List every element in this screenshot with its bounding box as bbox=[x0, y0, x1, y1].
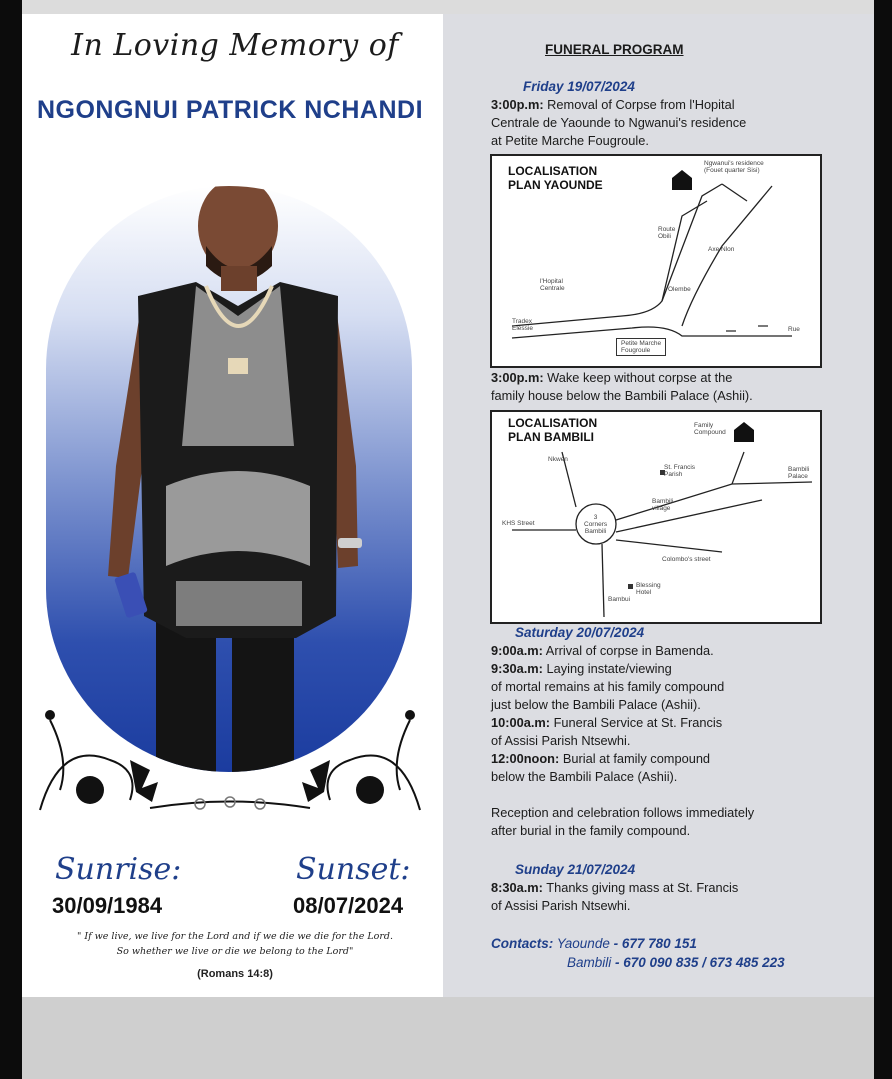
friday-event2 bbox=[491, 369, 851, 405]
map-yaounde-title-line1: LOCALISATION bbox=[508, 164, 598, 178]
saturday-event3-line2: of Assisi Parish Ntsewhi. bbox=[491, 733, 631, 748]
roundabout-label-line2: Corners bbox=[584, 521, 608, 528]
saturday-event3-text: Funeral Service at St. Francis bbox=[550, 715, 723, 730]
portrait-phone bbox=[114, 572, 148, 619]
reception-line1: Reception and celebration follows immediately bbox=[491, 805, 755, 820]
friday-event1-time: 3:00p.m: bbox=[491, 97, 544, 112]
map-bambili-label-palace bbox=[788, 466, 809, 480]
map-bambili-label-north: Nkwen bbox=[548, 456, 568, 463]
scripture-reference: (Romans 14:8) bbox=[197, 968, 273, 980]
residence-label-line2: (Fouet quarter Sisi) bbox=[704, 167, 760, 174]
family-compound-house-icon bbox=[734, 422, 754, 442]
sunrise-label: Sunrise: bbox=[55, 852, 182, 887]
saturday-event2-text: Laying instate/viewing bbox=[542, 661, 672, 676]
map-bambili-title-line2: PLAN BAMBILI bbox=[508, 430, 594, 444]
flower-left bbox=[76, 776, 104, 804]
map-yaounde-title-line2: PLAN YAOUNDE bbox=[508, 178, 603, 192]
map-bambili-label-village bbox=[652, 498, 673, 512]
friday-date: Friday 19/07/2024 bbox=[523, 79, 635, 94]
portrait-oval bbox=[46, 186, 412, 772]
butterfly-right bbox=[302, 760, 330, 802]
sunday-section bbox=[491, 861, 861, 915]
petite-marche-label-line2: Fougroule bbox=[621, 347, 651, 354]
sunrise-date: 30/09/1984 bbox=[52, 893, 163, 918]
map-yaounde-label-rue: Rue bbox=[788, 326, 800, 333]
sunday-date: Sunday 21/07/2024 bbox=[515, 862, 636, 877]
saturday-event2-time: 9:30a.m: bbox=[491, 661, 543, 676]
hopital-label-line1: l'Hopital bbox=[540, 278, 563, 285]
contacts-section bbox=[491, 934, 871, 972]
stfrancis-label-line2: Parish bbox=[664, 471, 683, 478]
family-label-line2: Compound bbox=[694, 429, 726, 436]
palace-label-line1: Bambili bbox=[788, 466, 810, 473]
map-bambili-label-khs: KHS Street bbox=[502, 520, 535, 527]
saturday-event2-line2: of mortal remains at his family compound bbox=[491, 679, 725, 694]
stfrancis-label-line1: St. Francis bbox=[664, 464, 696, 471]
village-label-line2: village bbox=[652, 505, 671, 512]
saturday-event4-line2: below the Bambili Palace (Ashii). bbox=[491, 769, 678, 784]
bottom-frame-strip bbox=[22, 997, 874, 1079]
contact-yaounde-place: Yaounde bbox=[556, 936, 610, 951]
map-yaounde-label-axe: Axe Nlon bbox=[708, 246, 735, 253]
sunday-event1-time: 8:30a.m: bbox=[491, 880, 543, 895]
sunday-event1-text: Thanks giving mass at St. Francis bbox=[542, 880, 739, 895]
saturday-event4-text: Burial at family compound bbox=[559, 751, 711, 766]
program-title: FUNERAL PROGRAM bbox=[545, 42, 684, 57]
butterfly-left bbox=[130, 760, 158, 802]
map-yaounde-label-hopital bbox=[540, 278, 565, 292]
route-label-line1: Route bbox=[658, 226, 676, 233]
hopital-label-line2: Centrale bbox=[540, 285, 565, 292]
map-bambili-label-stfrancis bbox=[664, 464, 695, 478]
saturday-section bbox=[491, 624, 861, 840]
sunday-event1-line2: of Assisi Parish Ntsewhi. bbox=[491, 898, 631, 913]
map-bambili bbox=[490, 410, 822, 624]
map-yaounde bbox=[490, 154, 822, 368]
petite-marche-label-line1: Petite Marche bbox=[621, 340, 662, 347]
portrait-photo bbox=[46, 186, 412, 772]
map-bambili-label-family bbox=[694, 422, 726, 436]
map-yaounde-label-olembe: Olembe bbox=[668, 286, 691, 293]
saturday-event1-time: 9:00a.m: bbox=[491, 643, 543, 658]
map-bambili-title-line1: LOCALISATION bbox=[508, 416, 598, 430]
friday-section bbox=[491, 78, 851, 150]
friday-event1-text: Removal of Corpse from l'Hopital bbox=[543, 97, 735, 112]
map-yaounde-label-route bbox=[658, 226, 675, 240]
route-label-line2: Obili bbox=[658, 233, 672, 240]
residence-house-icon bbox=[672, 170, 692, 190]
roundabout-label-line3: Bambili bbox=[584, 528, 607, 535]
hotel-label-line1: Blessing bbox=[636, 582, 661, 589]
saturday-event1-text: Arrival of corpse in Bamenda. bbox=[542, 643, 714, 658]
map-bambili-label-hotel bbox=[636, 582, 661, 596]
friday-event2-time: 3:00p.m: bbox=[491, 370, 544, 385]
palace-label-line2: Palace bbox=[788, 473, 808, 480]
flower-right bbox=[356, 776, 384, 804]
friday-event2-line2: family house below the Bambili Palace (Ashii). bbox=[491, 388, 753, 403]
map-yaounde-label-tradex bbox=[512, 318, 533, 332]
reception-line2: after burial in the family compound. bbox=[491, 823, 691, 838]
village-label-line1: Bambili bbox=[652, 498, 674, 505]
top-frame-strip bbox=[22, 0, 874, 14]
map-bambili-label-bambui: Bambui bbox=[608, 596, 631, 603]
contact-bambili-place: Bambili bbox=[567, 955, 612, 970]
map-yaounde-label-residence bbox=[704, 160, 764, 174]
residence-label-line1: Ngwanui's residence bbox=[704, 160, 764, 167]
floral-ornament bbox=[30, 700, 430, 840]
tradex-label-line1: Tradex bbox=[512, 318, 532, 325]
map-bambili-label-colombo: Colombo's street bbox=[662, 556, 711, 563]
scripture-quote bbox=[40, 930, 430, 959]
saturday-date: Saturday 20/07/2024 bbox=[515, 625, 645, 640]
family-label-line1: Family bbox=[694, 422, 714, 429]
map-bambili-label-roundabout bbox=[584, 514, 607, 535]
hotel-label-line2: Hotel bbox=[636, 589, 652, 596]
saturday-event3-time: 10:00a.m: bbox=[491, 715, 551, 730]
contact-yaounde-numbers: - 677 780 151 bbox=[609, 936, 697, 951]
roundabout-label-line1: 3 bbox=[593, 514, 598, 521]
in-loving-memory-heading: In Loving Memory of bbox=[71, 28, 399, 63]
sunset-date: 08/07/2024 bbox=[293, 893, 404, 918]
friday-event1-line3: at Petite Marche Fougroule. bbox=[491, 133, 649, 148]
friday-event2-text: Wake keep without corpse at the bbox=[543, 370, 733, 385]
contact-bambili-numbers: - 670 090 835 / 673 485 223 bbox=[611, 955, 785, 970]
tradex-label-line2: Elessie bbox=[512, 325, 533, 332]
map-yaounde-roads bbox=[492, 156, 820, 366]
scripture-quote-line1: " If we live, we live for the Lord and if we die we die for the Lord. bbox=[76, 931, 394, 942]
scripture-quote-line2: So whether we live or die we belong to the Lord" bbox=[116, 945, 354, 957]
saturday-event4-time: 12:00noon: bbox=[491, 751, 560, 766]
friday-event1-line2: Centrale de Yaounde to Ngwanui's residence bbox=[491, 115, 747, 130]
map-yaounde-label-petite-marche bbox=[616, 338, 666, 356]
saturday-event2-line3: just below the Bambili Palace (Ashii). bbox=[491, 697, 701, 712]
contacts-label: Contacts: bbox=[491, 936, 554, 951]
deceased-name: NGONGNUI PATRICK NCHANDI bbox=[36, 96, 424, 124]
sunset-label: Sunset: bbox=[296, 852, 411, 887]
